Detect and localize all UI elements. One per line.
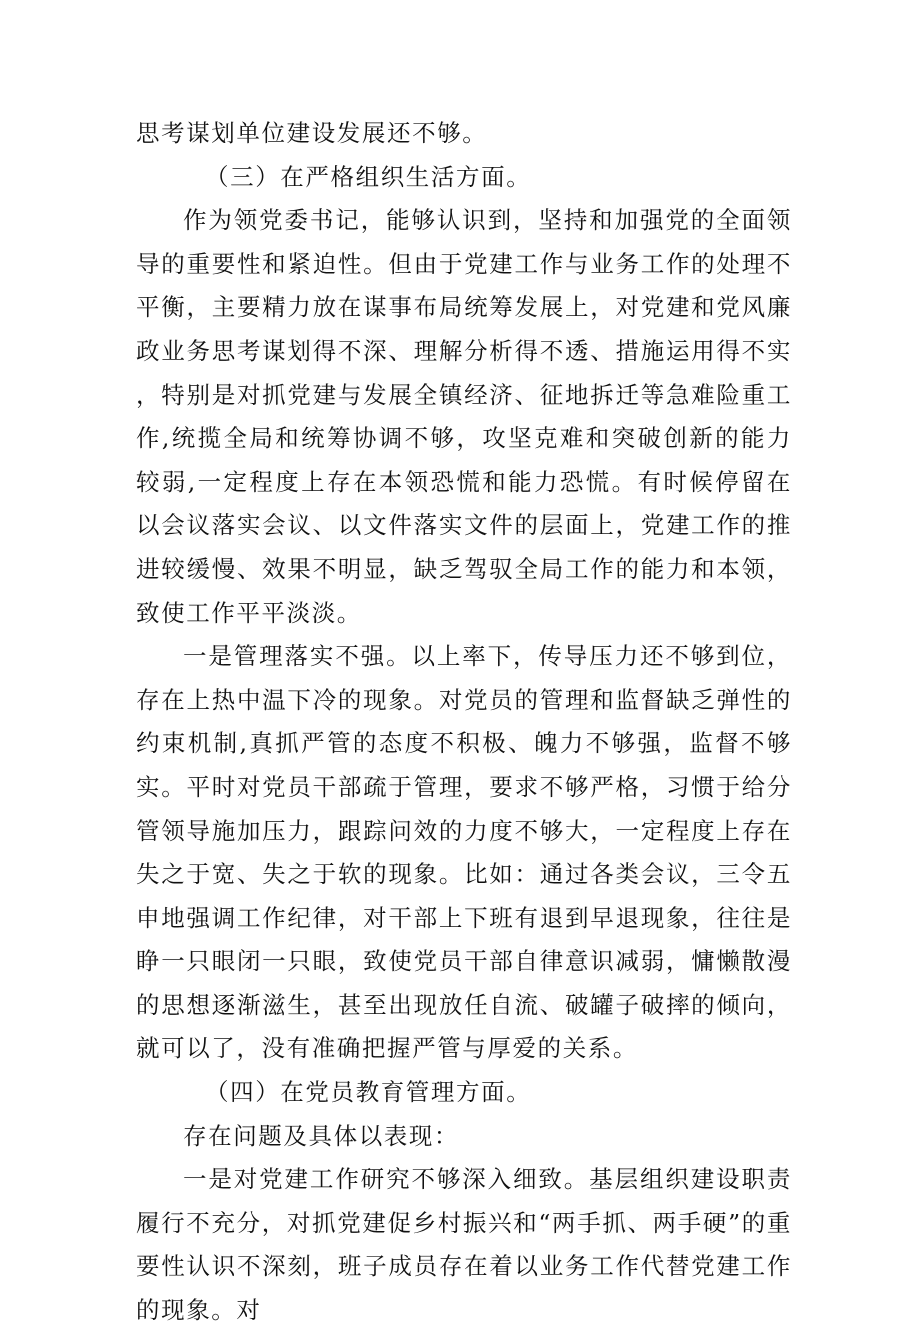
paragraph-management: 一是管理落实不强。以上率下，传导压力还不够到位，存在上热中温下冷的现象。对党员的管理和监督缺乏弹性的约束机制,真抓严管的态度不积极、魄力不够强，监督不够实。平时对党员干部疏于管理，要求不够严格，习惯于给分管领导施加压力，跟踪问效的力度不够大，一定程度上存在失之于宽、失之于软的现象。比如：通过各类会议，三令五申地强调工作纪律，对干部上下班有退到早退现象，往往是睁一只眼闭一只眼，致使党员干部自律意识减弱，慵懒散漫的思想逐渐滋生，甚至出现放任自流、破罐子破摔的倾向，就可以了，没有准确把握严管与厚爱的关系。 [136,642,792,1063]
document-body [136,112,792,1333]
section-heading-three: （三）在严格组织生活方面。 [205,162,532,191]
paragraph-party-building-research: 一是对党建工作研究不够深入细致。基层组织建设职责履行不充分，对抓党建促乡村振兴和“两手抓、两手硬”的重要性认识不深刻，班子成员存在着以业务工作代替党建工作的现象。对 [136,1165,792,1325]
paragraph-party-leadership: 作为领党委书记，能够认识到，坚持和加强党的全面领导的重要性和紧迫性。但由于党建工作与业务工作的处理不平衡，主要精力放在谋事布局统筹发展上，对党建和党风廉政业务思考谋划得不深、理解分析得不透、措施运用得不实，特别是对抓党建与发展全镇经济、征地拆迁等急难险重工作,统揽全局和统筹协调不够，攻坚克难和突破创新的能力较弱,一定程度上存在本领恐慌和能力恐慌。有时候停留在以会议落实会议、以文件落实文件的层面上，党建工作的推进较缓慢、效果不明显，缺乏驾驭全局工作的能力和本领，致使工作平平淡淡。 [136,206,792,627]
section-heading-four: （四）在党员教育管理方面。 [205,1078,532,1107]
paragraph-problems-intro: 存在问题及具体以表现： [183,1121,460,1150]
paragraph-continuation: 思考谋划单位建设发展还不够。 [136,119,488,147]
